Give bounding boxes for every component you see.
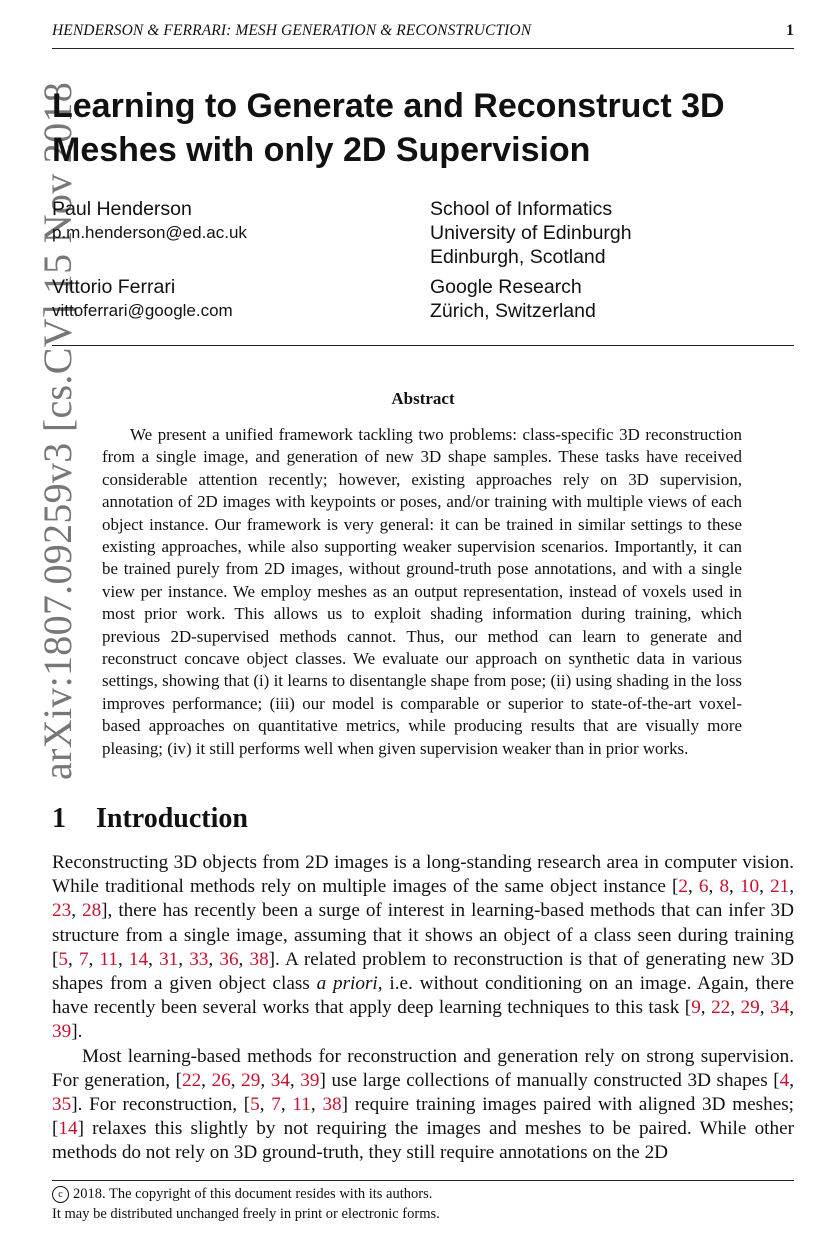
citation-link[interactable]: 38 xyxy=(322,1094,342,1116)
author-1 xyxy=(52,197,247,244)
citation-link[interactable]: 5 xyxy=(250,1094,260,1116)
citation-link[interactable]: 14 xyxy=(58,1118,78,1140)
header-rule xyxy=(52,48,794,49)
citation-link[interactable]: 26 xyxy=(211,1069,231,1091)
citation-link[interactable]: 7 xyxy=(271,1094,281,1116)
author-1-affiliation xyxy=(430,197,632,269)
title-line-1: Learning to Generate and Reconstruct 3D xyxy=(52,87,725,125)
copyright-icon: c xyxy=(52,1186,69,1203)
footnote-rule xyxy=(52,1180,794,1181)
intro-paragraph-1 xyxy=(52,851,794,1045)
author-2-email[interactable]: vittoferrari@google.com xyxy=(52,301,233,320)
affiliation-line: Edinburgh, Scotland xyxy=(430,246,606,268)
citation-link[interactable]: 35 xyxy=(52,1094,72,1116)
intro-paragraph-2 xyxy=(52,1045,794,1166)
section-title: Introduction xyxy=(96,803,248,834)
citation-link[interactable]: 22 xyxy=(711,997,731,1019)
title-line-2: Meshes with only 2D Supervision xyxy=(52,131,591,169)
footnote-line-2: It may be distributed unchanged freely in print or electronic forms. xyxy=(52,1206,440,1222)
text-run: , i.e. without conditioning on an image. Again, there have recently been several works that apply deep learning techniques to this task [ xyxy=(52,973,794,1019)
author-1-name: Paul Henderson xyxy=(52,198,192,220)
citation-link[interactable]: 33 xyxy=(189,948,209,970)
citation-link[interactable]: 28 xyxy=(81,900,102,922)
citation-link[interactable]: 29 xyxy=(241,1069,261,1091)
running-title: HENDERSON & FERRARI: MESH GENERATION & RECONSTRUCTION xyxy=(52,22,532,39)
citation-link[interactable]: 36 xyxy=(219,948,239,970)
citation-link[interactable]: 21 xyxy=(770,876,790,898)
italic-text: a priori xyxy=(316,973,378,995)
paper-title xyxy=(52,84,794,172)
abstract-body xyxy=(102,424,742,760)
citation-link[interactable]: 2 xyxy=(678,876,688,898)
author-2-name: Vittorio Ferrari xyxy=(52,276,176,298)
citation-group xyxy=(58,1118,77,1139)
citation-link[interactable]: 29 xyxy=(740,997,760,1019)
citation-group: 2, 6, 8, 10, 21, 23, 28 xyxy=(52,876,795,922)
text-run: Most learning-based methods for reconstruction and generation rely on strong supervision. For generation, [ xyxy=(52,1045,794,1091)
text-run: ]. A related problem to reconstruction is that of generating new 3D shapes from a given object class xyxy=(52,948,795,995)
citation-link[interactable]: 5 xyxy=(58,948,68,970)
intro-body xyxy=(52,851,794,1166)
arxiv-stamp: arXiv:1807.09259v3 [cs.CV] 15 Nov 2018 xyxy=(35,81,80,780)
title-rule xyxy=(52,345,794,346)
citation-group: 9, 22, 29, 34, 39 xyxy=(52,997,794,1043)
abstract-text: We present a unified framework tackling two problems: class-specific 3D reconstruction from a single image, and generation of new 3D shape samples. These tasks have received considerable attention recently; however, existing approaches rely on 3D supervision, annotation of 2D images with keypoints or poses, and/or training with multiple views of each object instance. Our framework is very general: it can be trained in similar settings to these existing approaches, while also supporting weaker supervision scenarios. Importantly, it can be trained purely from 2D images, without ground-truth pose annotations, and with a single view per instance. We employ meshes as an output representation, instead of voxels used in most prior work. This allows us to exploit shading information during training, which previous 2D-supervised methods cannot. Thus, our method can learn to generate and reconstruct concave object classes. We evaluate our approach on synthetic data in various settings, showing that (i) it learns to disentangle shape from pose; (ii) using shading in the loss improves performance; (iii) our model is comparable or superior to state-of-the-art voxel-based approaches on quantitative metrics, while producing results that are visually more pleasing; (iv) it still performs well when given supervision weaker than in prior works. xyxy=(102,425,742,758)
text-run: ] use large collections of manually constructed 3D shapes [ xyxy=(319,1069,780,1091)
citation-link[interactable]: 10 xyxy=(739,876,760,898)
citation-link[interactable]: 39 xyxy=(52,1021,72,1043)
citation-link[interactable]: 4 xyxy=(779,1069,790,1091)
text-run: Reconstructing 3D objects from 2D images is a long-standing research area in computer vision. While traditional methods rely on multiple images of the same object instance [ xyxy=(52,852,794,898)
copyright-footnote xyxy=(52,1184,440,1224)
affiliation-line: School of Informatics xyxy=(430,198,613,220)
citation-link[interactable]: 34 xyxy=(270,1069,290,1091)
citation-link[interactable]: 11 xyxy=(99,948,118,970)
citation-link[interactable]: 14 xyxy=(128,948,149,970)
citation-link[interactable]: 7 xyxy=(78,948,89,970)
text-run: ]. For reconstruction, [ xyxy=(71,1094,251,1116)
citation-group: 4, 35 xyxy=(52,1069,795,1116)
affiliation-line: Google Research xyxy=(430,276,582,298)
section-number: 1 xyxy=(52,803,66,834)
citation-link[interactable]: 11 xyxy=(292,1094,311,1116)
text-run: ] relaxes this slightly by not requiring the images and meshes to be paired. While other methods do not rely on 3D ground-truth, they still require annotations on the 2D xyxy=(52,1118,794,1164)
citation-link[interactable]: 22 xyxy=(181,1069,202,1091)
footnote-line-1: 2018. The copyright of this document resides with its authors. xyxy=(73,1186,433,1202)
author-2 xyxy=(52,275,233,322)
author-2-affiliation xyxy=(430,275,596,323)
citation-link[interactable]: 39 xyxy=(300,1069,320,1091)
citation-link[interactable]: 6 xyxy=(698,876,709,898)
citation-link[interactable]: 34 xyxy=(770,997,790,1019)
citation-group: 5, 7, 11, 14, 31, 33, 36, 38 xyxy=(58,948,269,970)
text-run: ] require training images paired with aligned 3D meshes; [ xyxy=(52,1094,795,1140)
page-number: 1 xyxy=(786,22,794,39)
citation-link[interactable]: 8 xyxy=(719,876,730,898)
section-heading xyxy=(52,803,248,835)
citation-link[interactable]: 23 xyxy=(52,900,72,922)
text-run: ], there has recently been a surge of interest in learning-based methods that can infer 3D structure from a single image, assuming that it shows an object of a class seen during training [ xyxy=(52,900,795,970)
citation-link[interactable]: 38 xyxy=(249,948,269,970)
citation-group: 22, 26, 29, 34, 39 xyxy=(181,1069,320,1091)
citation-link[interactable]: 9 xyxy=(691,997,701,1019)
author-1-email[interactable]: p.m.henderson@ed.ac.uk xyxy=(52,223,247,242)
running-header xyxy=(52,22,794,40)
abstract-heading: Abstract xyxy=(391,389,455,408)
citation-group: 5, 7, 11, 38 xyxy=(250,1094,342,1116)
affiliation-line: Zürich, Switzerland xyxy=(430,300,596,322)
affiliation-line: University of Edinburgh xyxy=(430,222,632,244)
citation-link[interactable]: 31 xyxy=(159,948,179,970)
text-run: ]. xyxy=(71,1021,83,1043)
